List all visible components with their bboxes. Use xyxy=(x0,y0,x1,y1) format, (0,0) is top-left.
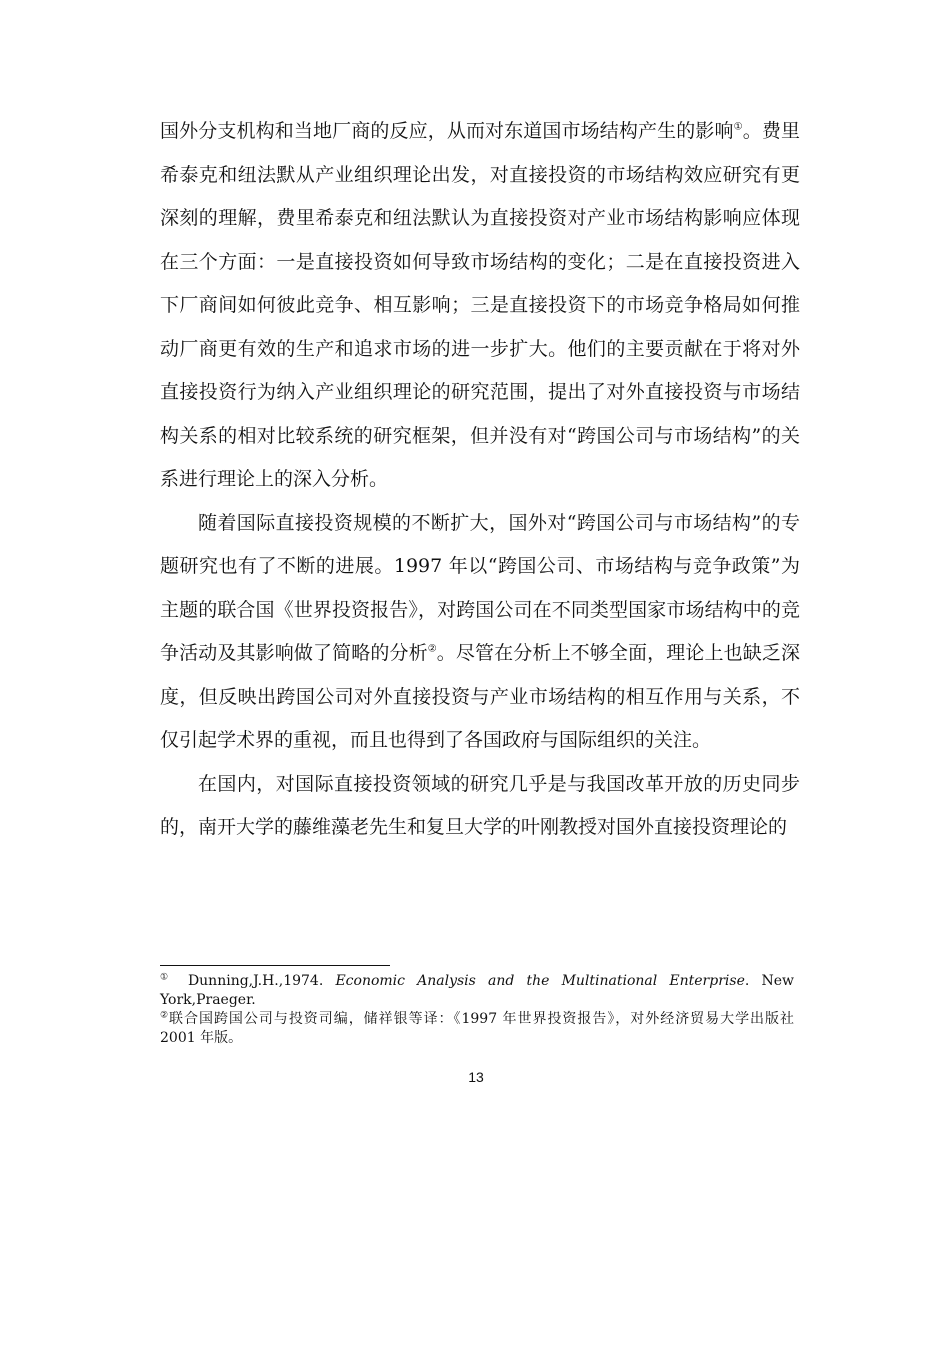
footnote-text: Dunning,J.H.,1974. xyxy=(175,973,336,989)
footnote xyxy=(160,1010,794,1048)
body-text xyxy=(160,110,800,850)
paragraph-text: 。费里希泰克和纽法默从产业组织理论出发，对直接投资的市场结构效应研究有更深刻的理解，费里希泰克和纽法默认为直接投资对产业市场结构影响应体现在三个方面：一是直接投资如何导致市场结构的变化；二是在直接投资进入下厂商间如何彼此竞争、相互影响；三是直接投资下的市场竞争格局如何推动厂商更有效的生产和追求市场的进一步扩大。他们的主要贡献在于将对外直接投资行为纳入产业组织理论的研究范围，提出了对外直接投资与市场结构关系的相对比较系统的研究框架，但并没有对“跨国公司与市场结构”的关系进行理论上的深入分析。 xyxy=(160,120,800,490)
paragraph xyxy=(160,502,800,763)
footnote-reference: ② xyxy=(427,643,437,655)
paragraph xyxy=(160,763,800,850)
paragraph xyxy=(160,110,800,502)
footnote-text: 联合国跨国公司与投资司编，储祥银等译：《1997 年世界投资报告》，对外经济贸易大学出版社 2001 年版。 xyxy=(160,1011,794,1046)
footnote-text: . New York,Praeger. xyxy=(160,973,794,1008)
paragraph-text: 随着国际直接投资规模的不断扩大，国外对“跨国公司与市场结构”的专题研究也有了不断的进展。1997 年以“跨国公司、市场结构与竞争政策”为主题的联合国《世界投资报告》，对跨国公司在不同类型国家市场结构中的竞争活动及其影响做了简略的分析 xyxy=(160,511,800,664)
footnote xyxy=(160,972,794,1010)
footnote-mark: ① xyxy=(160,972,176,983)
page-number: 13 xyxy=(468,1069,484,1085)
footnotes xyxy=(160,972,794,1048)
paragraph-text: 国外分支机构和当地厂商的反应，从而对东道国市场结构产生的影响 xyxy=(160,120,734,142)
footnote-mark: ② xyxy=(160,1010,170,1021)
paragraph-text: 。尽管在分析上不够全面，理论上也缺乏深度，但反映出跨国公司对外直接投资与产业市场结构的相互作用与关系，不仅引起学术界的重视，而且也得到了各国政府与国际组织的关注。 xyxy=(160,642,800,751)
footnote-reference: ① xyxy=(733,121,743,133)
footnote-book-title: Economic Analysis and the Multinational Enterprise xyxy=(335,973,745,989)
footnote-divider xyxy=(160,965,390,966)
paragraph-text: 在国内，对国际直接投资领域的研究几乎是与我国改革开放的历史同步的，南开大学的藤维藻老先生和复旦大学的叶刚教授对国外直接投资理论的 xyxy=(160,772,800,838)
